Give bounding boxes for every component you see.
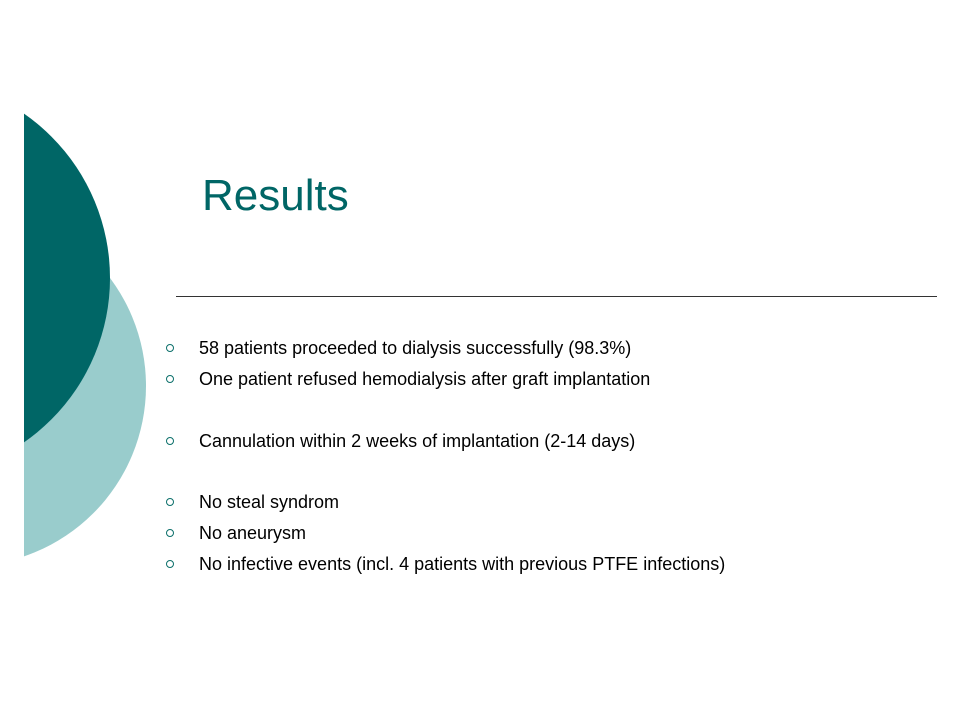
bullet-item	[166, 367, 650, 391]
bullet-item	[166, 429, 635, 453]
bullet-circle-icon	[166, 498, 174, 506]
bullet-text: No steal syndrom	[199, 492, 340, 512]
bullet-text: Cannulation within 2 weeks of implantation (2-14 days)	[199, 431, 636, 451]
bullet-circle-icon	[166, 375, 174, 383]
bullet-circle-icon	[166, 437, 174, 445]
bullet-circle-icon	[166, 560, 174, 568]
bullet-circle-icon	[166, 344, 174, 352]
bullet-text: No infective events (incl. 4 patients with previous PTFE infections)	[199, 554, 726, 574]
bullet-item	[166, 490, 339, 514]
bullet-item	[166, 552, 725, 576]
slide-title: Results	[202, 171, 349, 220]
title-divider	[176, 296, 937, 297]
bullet-text: No aneurysm	[199, 523, 307, 543]
bullet-item	[166, 336, 631, 360]
bullet-circle-icon	[166, 529, 174, 537]
bullet-item	[166, 521, 306, 545]
bullet-text: One patient refused hemodialysis after graft implantation	[199, 369, 651, 389]
bullet-text: 58 patients proceeded to dialysis successfully (98.3%)	[199, 338, 632, 358]
